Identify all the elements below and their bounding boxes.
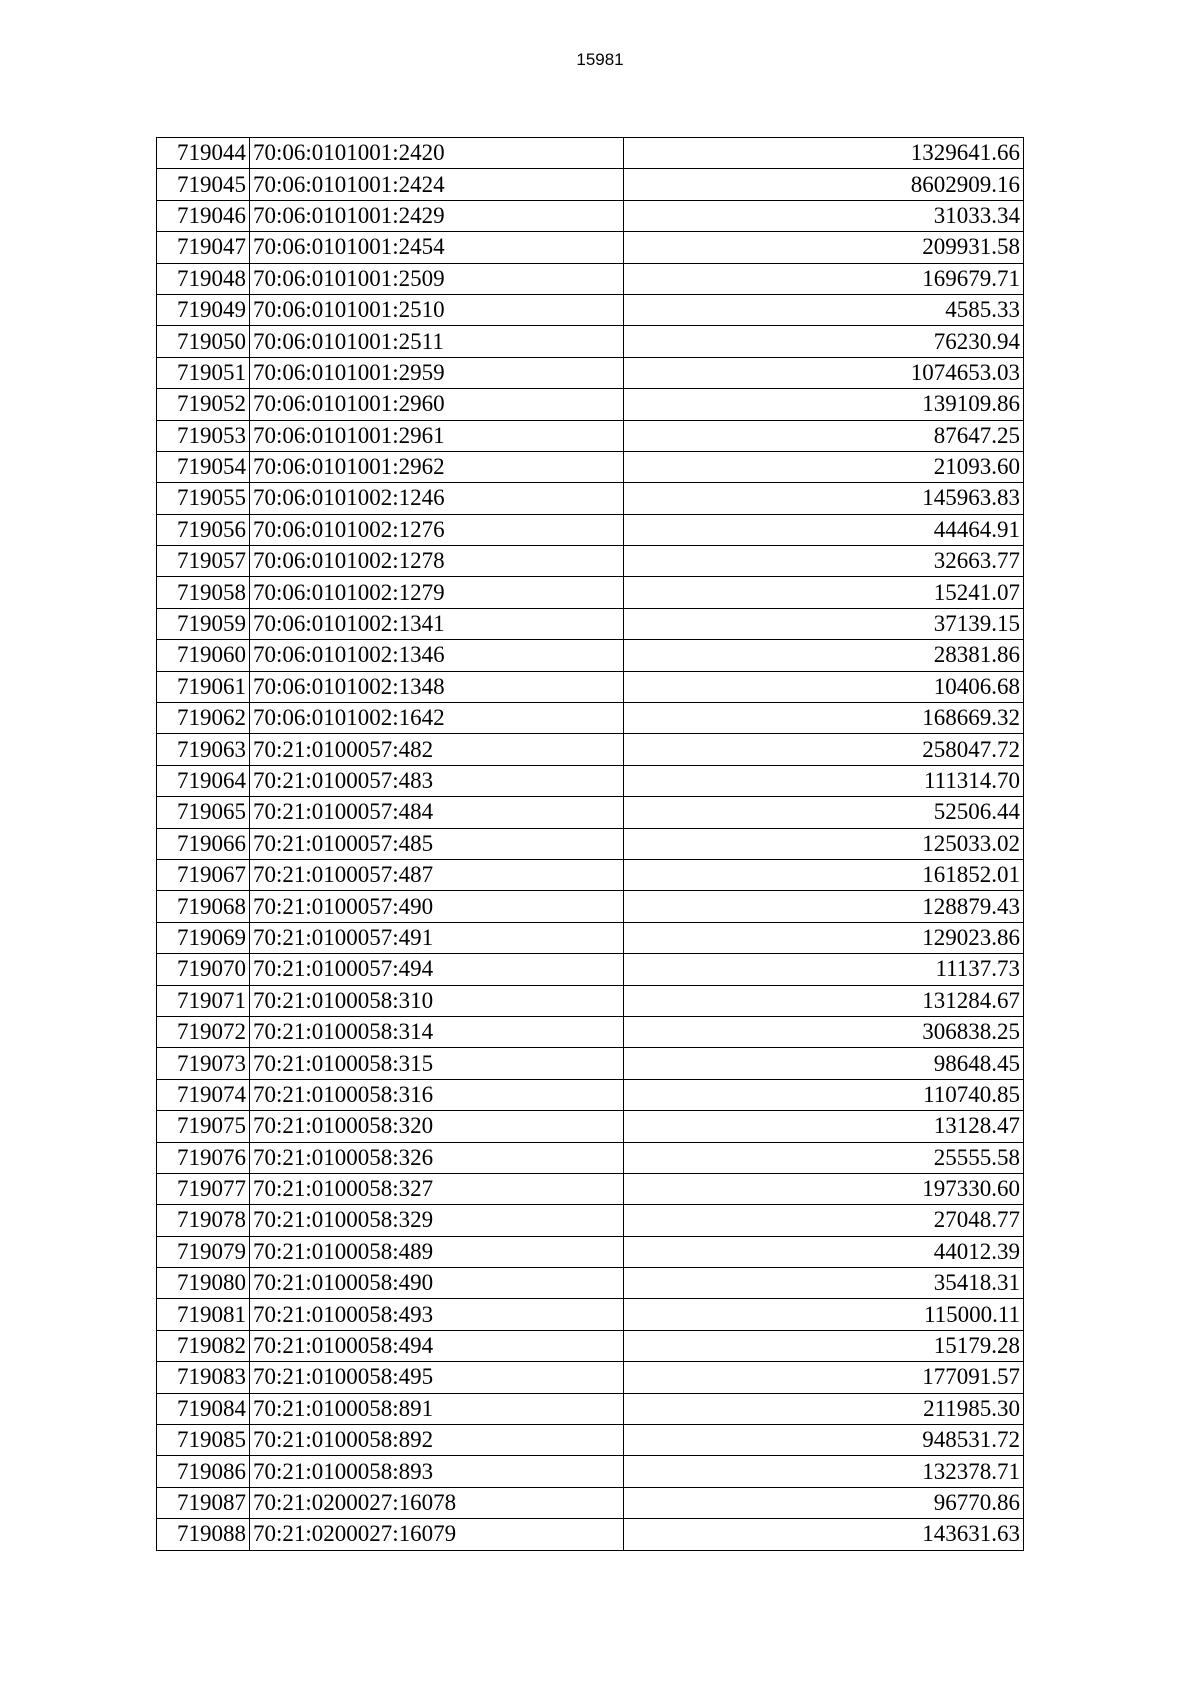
cadastral-number-cell: 70:21:0100057:494: [250, 954, 624, 985]
table-row: [157, 200, 1024, 231]
cadastral-number-cell: 70:21:0100057:483: [250, 765, 624, 796]
table-row: [157, 1393, 1024, 1424]
row-number-cell: 719088: [157, 1519, 250, 1550]
cadastral-number-cell: 70:21:0100058:490: [250, 1268, 624, 1299]
row-number-cell: 719059: [157, 608, 250, 639]
value-cell: 111314.70: [624, 765, 1024, 796]
table-row: [157, 828, 1024, 859]
row-number-cell: 719057: [157, 546, 250, 577]
cadastral-number-cell: 70:21:0100058:494: [250, 1330, 624, 1361]
cadastral-number-cell: 70:21:0100058:489: [250, 1236, 624, 1267]
row-number-cell: 719069: [157, 922, 250, 953]
table-row: [157, 326, 1024, 357]
row-number-cell: 719076: [157, 1142, 250, 1173]
cadastral-number-cell: 70:21:0100057:484: [250, 797, 624, 828]
cadastral-number-cell: 70:06:0101001:2959: [250, 357, 624, 388]
cadastral-number-cell: 70:06:0101001:2424: [250, 169, 624, 200]
row-number-cell: 719077: [157, 1173, 250, 1204]
value-cell: 10406.68: [624, 671, 1024, 702]
row-number-cell: 719064: [157, 765, 250, 796]
value-cell: 1074653.03: [624, 357, 1024, 388]
table-row: [157, 263, 1024, 294]
row-number-cell: 719058: [157, 577, 250, 608]
value-cell: 25555.58: [624, 1142, 1024, 1173]
row-number-cell: 719046: [157, 200, 250, 231]
table-row: [157, 294, 1024, 325]
value-cell: 306838.25: [624, 1016, 1024, 1047]
row-number-cell: 719084: [157, 1393, 250, 1424]
value-cell: 96770.86: [624, 1487, 1024, 1518]
table-row: [157, 734, 1024, 765]
table-row: [157, 765, 1024, 796]
value-cell: 35418.31: [624, 1268, 1024, 1299]
row-number-cell: 719065: [157, 797, 250, 828]
cadastral-number-cell: 70:21:0100057:482: [250, 734, 624, 765]
page-number: 15981: [576, 50, 624, 69]
table-row: [157, 797, 1024, 828]
value-cell: 15241.07: [624, 577, 1024, 608]
row-number-cell: 719068: [157, 891, 250, 922]
cadastral-number-cell: 70:06:0101002:1278: [250, 546, 624, 577]
cadastral-number-cell: 70:06:0101001:2962: [250, 451, 624, 482]
row-number-cell: 719047: [157, 232, 250, 263]
table-row: [157, 1362, 1024, 1393]
value-cell: 258047.72: [624, 734, 1024, 765]
table-row: [157, 389, 1024, 420]
value-cell: 21093.60: [624, 451, 1024, 482]
row-number-cell: 719060: [157, 640, 250, 671]
value-cell: 1329641.66: [624, 138, 1024, 169]
cadastral-number-cell: 70:21:0100057:491: [250, 922, 624, 953]
row-number-cell: 719086: [157, 1456, 250, 1487]
table-row: [157, 1142, 1024, 1173]
table-row: [157, 483, 1024, 514]
cadastral-number-cell: 70:21:0200027:16079: [250, 1519, 624, 1550]
row-number-cell: 719053: [157, 420, 250, 451]
table-row: [157, 1236, 1024, 1267]
data-table: [156, 137, 1024, 1551]
value-cell: 44012.39: [624, 1236, 1024, 1267]
cadastral-number-cell: 70:06:0101002:1346: [250, 640, 624, 671]
row-number-cell: 719079: [157, 1236, 250, 1267]
table-row: [157, 357, 1024, 388]
value-cell: 169679.71: [624, 263, 1024, 294]
value-cell: 211985.30: [624, 1393, 1024, 1424]
table-row: [157, 1048, 1024, 1079]
cadastral-number-cell: 70:21:0100058:495: [250, 1362, 624, 1393]
row-number-cell: 719078: [157, 1205, 250, 1236]
table-row: [157, 954, 1024, 985]
row-number-cell: 719062: [157, 703, 250, 734]
cadastral-number-cell: 70:21:0100058:329: [250, 1205, 624, 1236]
row-number-cell: 719072: [157, 1016, 250, 1047]
cadastral-number-cell: 70:21:0100058:891: [250, 1393, 624, 1424]
value-cell: 139109.86: [624, 389, 1024, 420]
value-cell: 197330.60: [624, 1173, 1024, 1204]
table-row: [157, 1330, 1024, 1361]
table-row: [157, 1173, 1024, 1204]
value-cell: 131284.67: [624, 985, 1024, 1016]
table-row: [157, 451, 1024, 482]
value-cell: 15179.28: [624, 1330, 1024, 1361]
cadastral-number-cell: 70:06:0101001:2960: [250, 389, 624, 420]
table-row: [157, 232, 1024, 263]
value-cell: 98648.45: [624, 1048, 1024, 1079]
value-cell: 11137.73: [624, 954, 1024, 985]
cadastral-number-cell: 70:21:0100058:493: [250, 1299, 624, 1330]
value-cell: 143631.63: [624, 1519, 1024, 1550]
cadastral-number-cell: 70:21:0200027:16078: [250, 1487, 624, 1518]
value-cell: 132378.71: [624, 1456, 1024, 1487]
row-number-cell: 719085: [157, 1425, 250, 1456]
row-number-cell: 719081: [157, 1299, 250, 1330]
table-row: [157, 138, 1024, 169]
cadastral-number-cell: 70:21:0100058:320: [250, 1111, 624, 1142]
row-number-cell: 719074: [157, 1079, 250, 1110]
value-cell: 129023.86: [624, 922, 1024, 953]
row-number-cell: 719061: [157, 671, 250, 702]
value-cell: 128879.43: [624, 891, 1024, 922]
row-number-cell: 719066: [157, 828, 250, 859]
table-row: [157, 1425, 1024, 1456]
table-row: [157, 922, 1024, 953]
value-cell: 4585.33: [624, 294, 1024, 325]
table-row: [157, 1016, 1024, 1047]
value-cell: 115000.11: [624, 1299, 1024, 1330]
cadastral-number-cell: 70:06:0101002:1279: [250, 577, 624, 608]
cadastral-number-cell: 70:06:0101002:1341: [250, 608, 624, 639]
value-cell: 32663.77: [624, 546, 1024, 577]
cadastral-number-cell: 70:06:0101001:2454: [250, 232, 624, 263]
value-cell: 209931.58: [624, 232, 1024, 263]
cadastral-number-cell: 70:21:0100058:892: [250, 1425, 624, 1456]
row-number-cell: 719080: [157, 1268, 250, 1299]
cadastral-number-cell: 70:21:0100058:310: [250, 985, 624, 1016]
value-cell: 13128.47: [624, 1111, 1024, 1142]
table-body: [157, 138, 1024, 1551]
cadastral-number-cell: 70:21:0100057:490: [250, 891, 624, 922]
row-number-cell: 719082: [157, 1330, 250, 1361]
cadastral-number-cell: 70:21:0100057:485: [250, 828, 624, 859]
table-row: [157, 546, 1024, 577]
table-row: [157, 985, 1024, 1016]
table-row: [157, 514, 1024, 545]
value-cell: 52506.44: [624, 797, 1024, 828]
row-number-cell: 719054: [157, 451, 250, 482]
row-number-cell: 719055: [157, 483, 250, 514]
table-row: [157, 1205, 1024, 1236]
table-row: [157, 420, 1024, 451]
cadastral-number-cell: 70:21:0100058:316: [250, 1079, 624, 1110]
value-cell: 125033.02: [624, 828, 1024, 859]
table-row: [157, 703, 1024, 734]
table-row: [157, 1111, 1024, 1142]
value-cell: 161852.01: [624, 859, 1024, 890]
row-number-cell: 719045: [157, 169, 250, 200]
value-cell: 177091.57: [624, 1362, 1024, 1393]
row-number-cell: 719067: [157, 859, 250, 890]
table-row: [157, 1268, 1024, 1299]
row-number-cell: 719044: [157, 138, 250, 169]
cadastral-number-cell: 70:06:0101001:2511: [250, 326, 624, 357]
row-number-cell: 719056: [157, 514, 250, 545]
value-cell: 8602909.16: [624, 169, 1024, 200]
row-number-cell: 719049: [157, 294, 250, 325]
value-cell: 27048.77: [624, 1205, 1024, 1236]
table-row: [157, 608, 1024, 639]
value-cell: 44464.91: [624, 514, 1024, 545]
table-row: [157, 859, 1024, 890]
cadastral-number-cell: 70:06:0101002:1276: [250, 514, 624, 545]
row-number-cell: 719087: [157, 1487, 250, 1518]
value-cell: 76230.94: [624, 326, 1024, 357]
value-cell: 31033.34: [624, 200, 1024, 231]
cadastral-number-cell: 70:21:0100058:893: [250, 1456, 624, 1487]
row-number-cell: 719063: [157, 734, 250, 765]
row-number-cell: 719073: [157, 1048, 250, 1079]
row-number-cell: 719052: [157, 389, 250, 420]
cadastral-number-cell: 70:21:0100058:327: [250, 1173, 624, 1204]
cadastral-number-cell: 70:21:0100058:314: [250, 1016, 624, 1047]
cadastral-number-cell: 70:06:0101002:1642: [250, 703, 624, 734]
row-number-cell: 719048: [157, 263, 250, 294]
row-number-cell: 719051: [157, 357, 250, 388]
value-cell: 87647.25: [624, 420, 1024, 451]
row-number-cell: 719071: [157, 985, 250, 1016]
value-cell: 37139.15: [624, 608, 1024, 639]
table-row: [157, 1456, 1024, 1487]
value-cell: 168669.32: [624, 703, 1024, 734]
table-row: [157, 891, 1024, 922]
table-row: [157, 640, 1024, 671]
table-row: [157, 671, 1024, 702]
row-number-cell: 719070: [157, 954, 250, 985]
value-cell: 28381.86: [624, 640, 1024, 671]
cadastral-number-cell: 70:06:0101002:1246: [250, 483, 624, 514]
row-number-cell: 719050: [157, 326, 250, 357]
row-number-cell: 719083: [157, 1362, 250, 1393]
table-row: [157, 1487, 1024, 1518]
cadastral-number-cell: 70:21:0100058:326: [250, 1142, 624, 1173]
value-cell: 145963.83: [624, 483, 1024, 514]
cadastral-number-cell: 70:06:0101001:2509: [250, 263, 624, 294]
value-cell: 948531.72: [624, 1425, 1024, 1456]
value-cell: 110740.85: [624, 1079, 1024, 1110]
table-row: [157, 1519, 1024, 1550]
cadastral-number-cell: 70:06:0101002:1348: [250, 671, 624, 702]
table-row: [157, 1299, 1024, 1330]
table-row: [157, 1079, 1024, 1110]
cadastral-number-cell: 70:06:0101001:2961: [250, 420, 624, 451]
cadastral-number-cell: 70:21:0100057:487: [250, 859, 624, 890]
table-row: [157, 169, 1024, 200]
cadastral-number-cell: 70:06:0101001:2510: [250, 294, 624, 325]
table-row: [157, 577, 1024, 608]
cadastral-number-cell: 70:06:0101001:2429: [250, 200, 624, 231]
row-number-cell: 719075: [157, 1111, 250, 1142]
cadastral-number-cell: 70:21:0100058:315: [250, 1048, 624, 1079]
cadastral-number-cell: 70:06:0101001:2420: [250, 138, 624, 169]
